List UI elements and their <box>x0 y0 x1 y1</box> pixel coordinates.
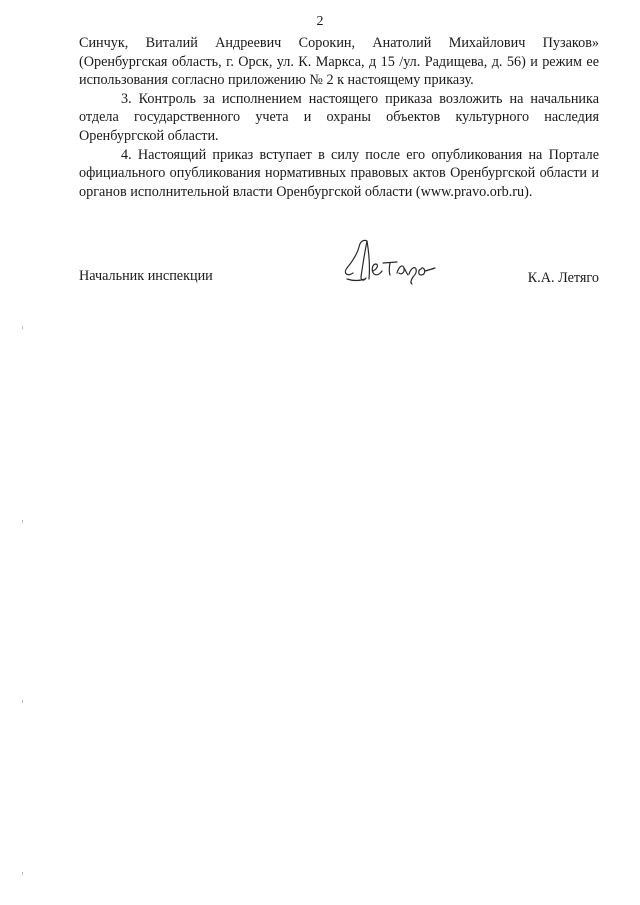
paragraph-item-3: 3. Контроль за исполнением настоящего приказа возложить на начальника отдела государственного учета и охраны объектов культурного наследия Оренбургской области. <box>79 90 599 144</box>
signatory-position: Начальник инспекции <box>79 268 213 284</box>
page-number: 2 <box>316 14 324 29</box>
signature-block <box>79 265 599 295</box>
document-body <box>79 34 599 201</box>
scan-speck <box>22 326 23 329</box>
scan-speck <box>22 872 23 875</box>
scan-speck <box>22 700 23 703</box>
signatory-name: К.А. Летяго <box>527 270 599 286</box>
handwritten-signature <box>339 233 451 291</box>
paragraph-continuation: Синчук, Виталий Андреевич Сорокин, Анатолий Михайлович Пузаков» (Оренбургская область, г. Орск, ул. К. Маркса, д 15 /ул. Радищева, д. 56) и режим ее использования согласно приложению № 2 к настоящему приказу. <box>79 35 599 89</box>
paragraph-item-4: 4. Настоящий приказ вступает в силу после его опубликования на Портале официального опубликования нормативных правовых актов Оренбургской области и органов исполнительной власти Оренбургской области (www.pravo.orb.ru). <box>79 146 599 200</box>
scan-speck <box>22 520 23 523</box>
